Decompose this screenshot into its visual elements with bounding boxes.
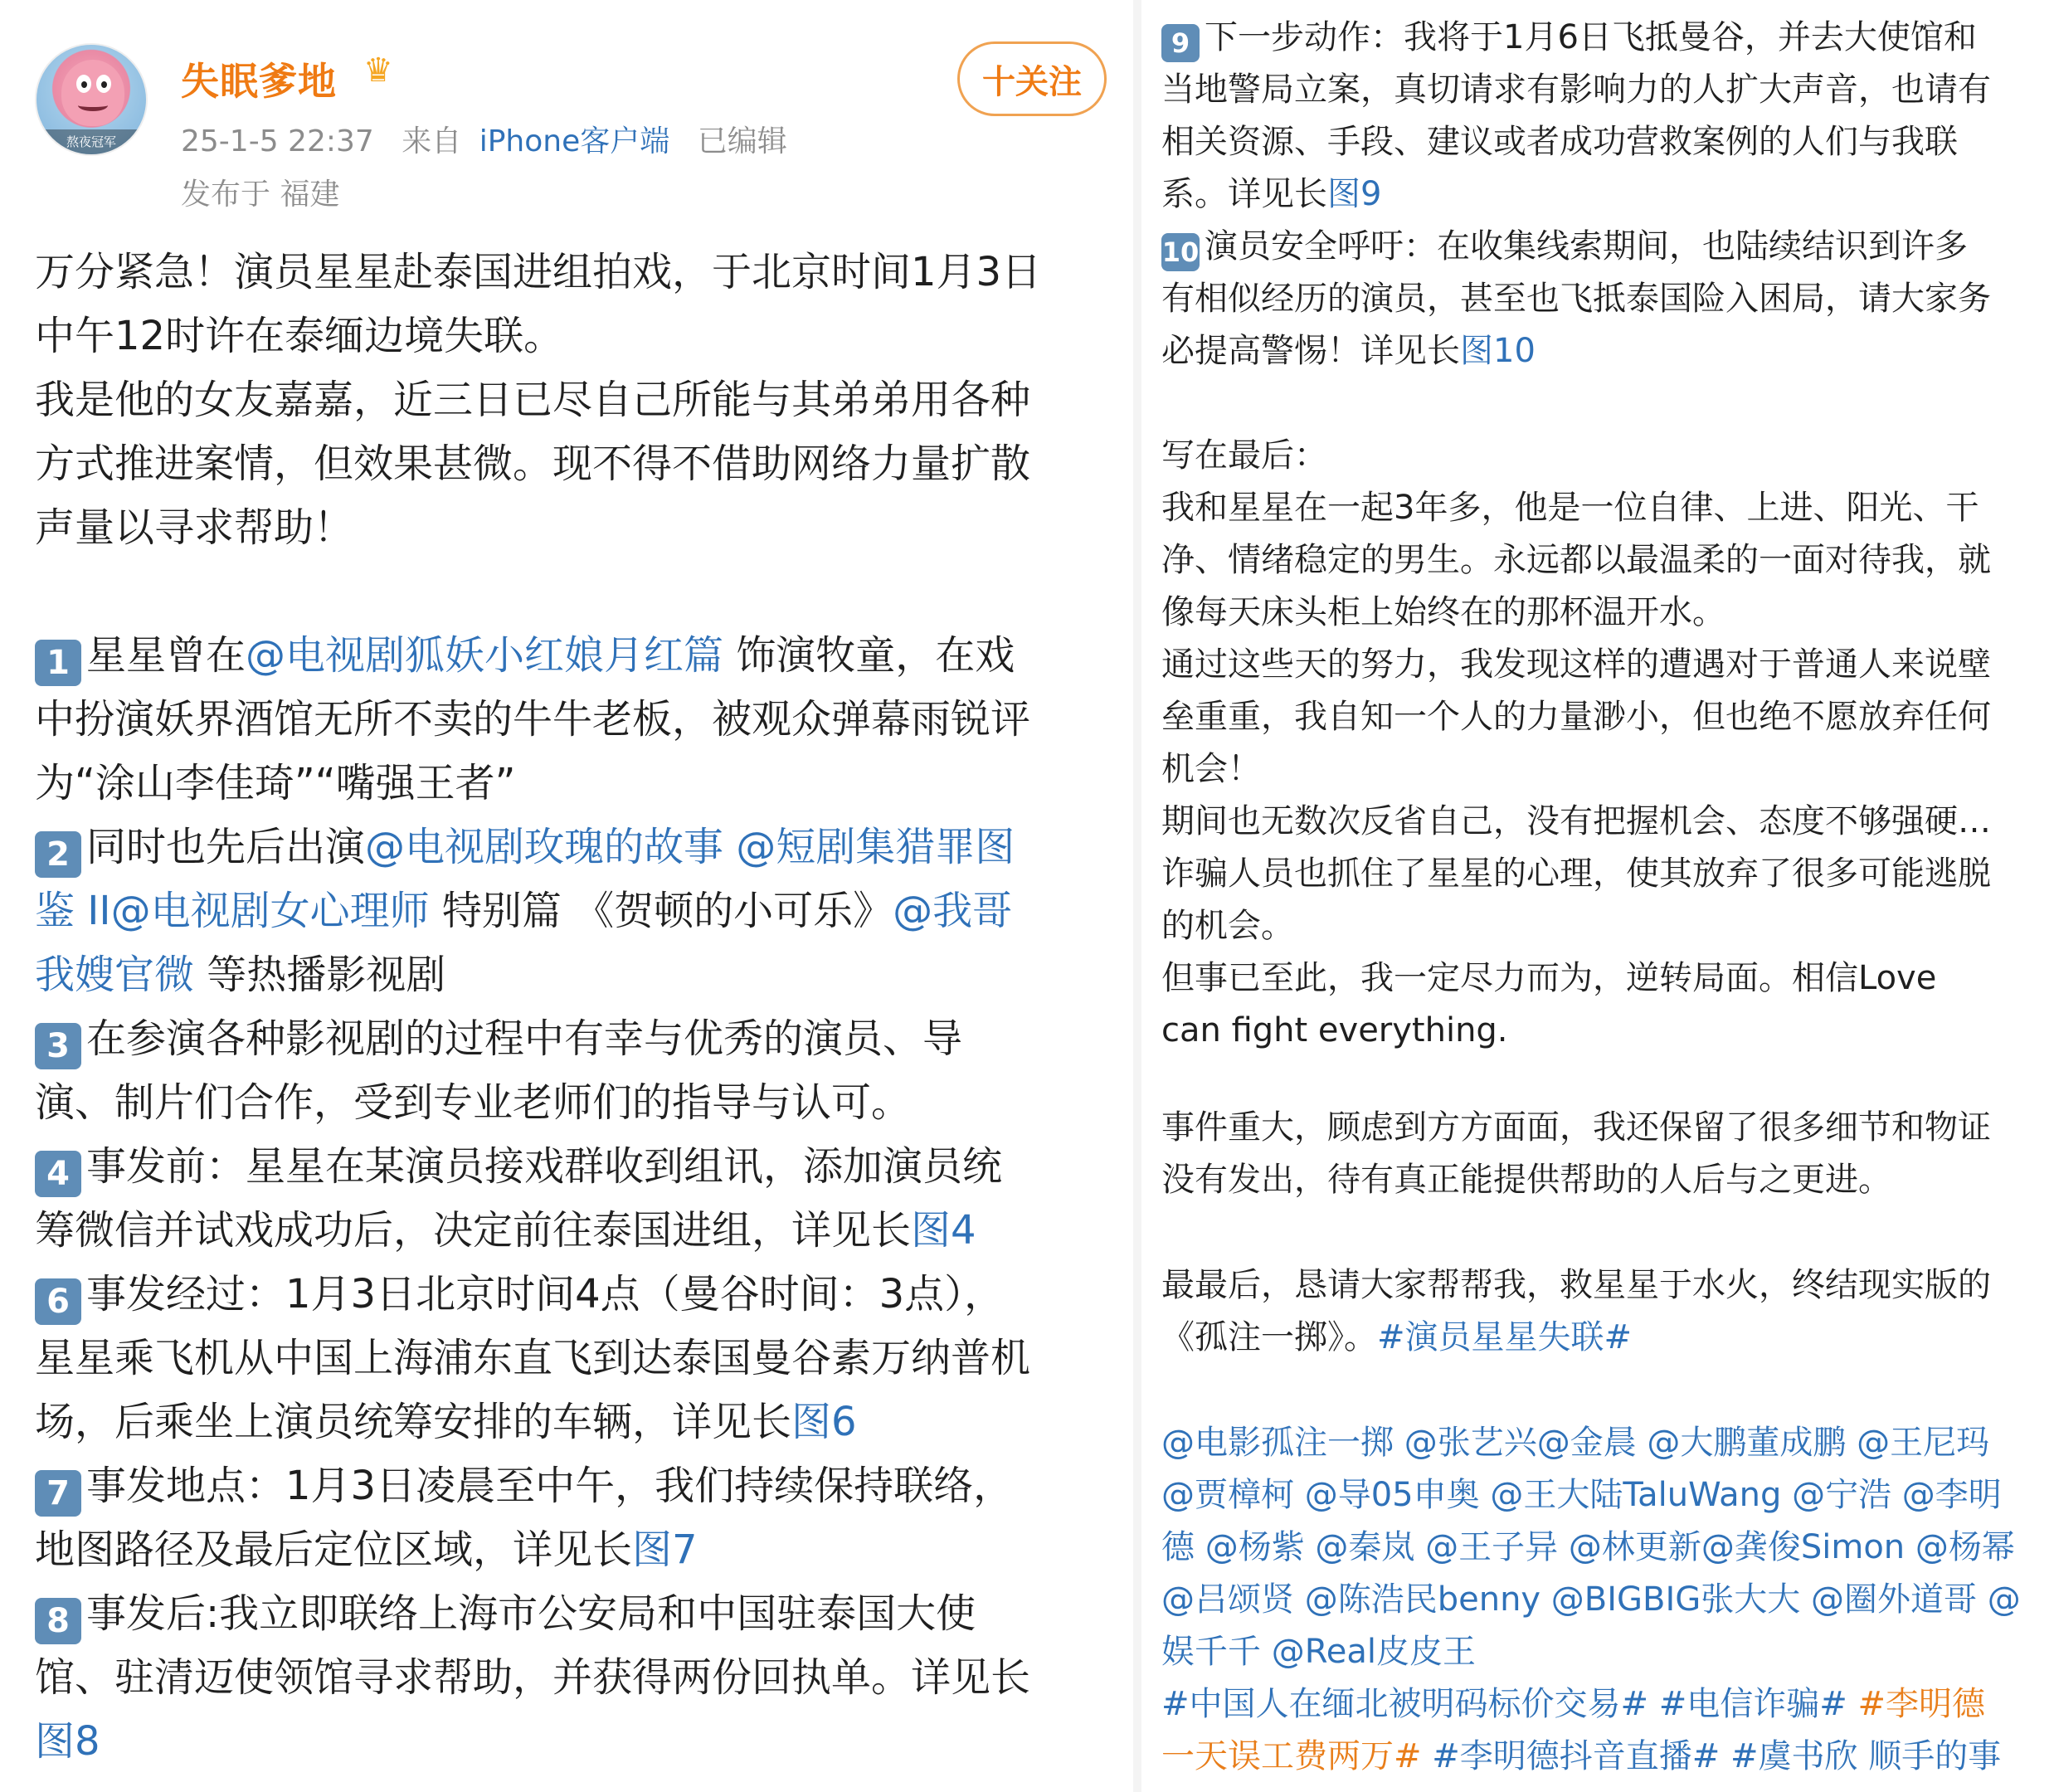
- item-text: 事发前：星星在某演员接戏群收到组讯，添加演员统: [86, 1143, 1003, 1190]
- image-link[interactable]: 图7: [632, 1527, 698, 1573]
- closing-line: 像每天床头柜上始终在的那杯温开水。: [1161, 593, 1725, 631]
- item-text: 同时也先后出演: [86, 824, 366, 870]
- post-location: 发布于 福建: [181, 178, 340, 212]
- closing-line: 净、情绪稳定的男生。永远都以最温柔的一面对待我，就: [1161, 541, 1991, 579]
- final-text: 《孤注一掷》。: [1161, 1318, 1377, 1356]
- number-badge-icon: 6: [35, 1278, 81, 1325]
- intro-line: 万分紧急！演员星星赴泰国进组拍戏，于北京时间1月3日: [35, 249, 1042, 295]
- closing-paragraph: [1161, 430, 2029, 1057]
- list-item: [35, 816, 1113, 879]
- username[interactable]: 失眠爹地: [181, 59, 337, 104]
- list-item: [35, 1007, 1113, 1071]
- item-text: 等热播影视剧: [194, 952, 446, 998]
- item-text: 事发地点：1月3日凌晨至中午，我们持续保持联络，: [86, 1463, 1014, 1509]
- item-text: 筹微信并试戏成功后，决定前往泰国进组，详见长: [35, 1207, 912, 1254]
- item-line: [35, 1199, 1113, 1263]
- item-text: 必提高警惕！详见长: [1161, 332, 1460, 370]
- client-link[interactable]: iPhone客户端: [479, 124, 670, 158]
- list-item: [35, 624, 1113, 688]
- list-item: [35, 1454, 1113, 1518]
- list-item: [35, 1263, 1113, 1327]
- number-badge-icon: 7: [35, 1470, 81, 1517]
- image-link[interactable]: 图6: [791, 1399, 857, 1445]
- final-line: [1161, 1312, 2029, 1364]
- item-list: [35, 624, 1113, 1774]
- item-text: 相关资源、手段、建议或者成功营救案例的人们与我联: [1161, 123, 1958, 161]
- mentions-line[interactable]: @吕颂贤 @陈浩民benny @BIGBIG张大大 @圈外道哥 @: [1161, 1580, 2021, 1619]
- item-text: 系。详见长: [1161, 175, 1327, 213]
- avatar-eye-right: [96, 75, 111, 93]
- item-text: 有相似经历的演员，甚至也飞抵泰国险入困局，请大家务: [1161, 280, 1991, 318]
- item-text: 下一步动作：我将于1月6日飞抵曼谷，并去大使馆和: [1205, 18, 1977, 56]
- final-line: 最最后，恳请大家帮帮我，救星星于水火，终结现实版的: [1161, 1266, 1991, 1304]
- evidence-paragraph: [1161, 1102, 2029, 1206]
- item-line: [35, 1518, 1113, 1582]
- evidence-line: 事件重大，顾虑到方方面面，我还保留了很多细节和物证: [1161, 1108, 1991, 1147]
- item-line: [35, 1390, 1113, 1454]
- edited-label: 已编辑: [697, 124, 787, 158]
- list-item: [1161, 12, 2029, 64]
- closing-line: 的机会。: [1161, 907, 1294, 945]
- intro-line: 声量以寻求帮助！: [35, 504, 354, 551]
- item-text: 当地警局立案，真切请求有影响力的人扩大声音，也请有: [1161, 71, 1991, 109]
- item-text: 为“涂山李佳琦”“嘴强王者”: [35, 760, 516, 806]
- hashtag-link[interactable]: #中国人在缅北被明码标价交易# #电信诈骗#: [1161, 1685, 1858, 1723]
- list-item: [35, 1582, 1113, 1646]
- item-line: [1161, 325, 2029, 377]
- image-link[interactable]: 图9: [1327, 175, 1382, 213]
- mentions-line[interactable]: @电影孤注一掷 @张艺兴@金晨 @大鹏董成鹏 @王尼玛: [1161, 1424, 1990, 1462]
- item-text: 事发后:我立即联络上海市公安局和中国驻泰国大使: [86, 1590, 976, 1637]
- closing-line: 机会！: [1161, 750, 1261, 788]
- item-line: [35, 1710, 1113, 1774]
- avatar-mouth: [78, 100, 108, 111]
- crown-icon: ♛: [363, 51, 393, 90]
- closing-line: 期间也无数次反省自己，没有把握机会、态度不够强硬…: [1161, 802, 1991, 840]
- final-paragraph: [1161, 1259, 2029, 1364]
- item-text: 演员安全呼吁：在收集线索期间，也陆续结识到许多: [1205, 227, 1968, 265]
- item-text: 特别篇 《贺顿的小可乐》: [429, 888, 893, 934]
- item-text: 饰演牧童，在戏: [723, 632, 1015, 679]
- intro-paragraph: [35, 241, 1113, 560]
- intro-line: 方式推进案情，但效果甚微。现不得不借助网络力量扩散: [35, 441, 1031, 487]
- item-text: 中扮演妖界酒馆无所不卖的牛牛老板，被观众弹幕雨锐评: [35, 696, 1031, 743]
- hashtags-line: [1161, 1731, 2029, 1783]
- closing-line: 写在最后：: [1161, 436, 1327, 475]
- number-badge-icon: 1: [35, 640, 81, 686]
- mentions-paragraph: [1161, 1417, 2029, 1783]
- list-item: [1161, 221, 2029, 273]
- closing-line: 但事已至此，我一定尽力而为，逆转局面。相信Love: [1161, 959, 1937, 997]
- closing-line: 诈骗人员也抓住了星星的心理，使其放弃了很多可能逃脱: [1161, 855, 1991, 893]
- number-badge-icon: 4: [35, 1151, 81, 1197]
- item-line: [35, 879, 1113, 943]
- source-prefix: 来自: [402, 124, 462, 158]
- hashtags-line: [1161, 1678, 2029, 1731]
- right-item-list: [1161, 12, 2029, 377]
- number-badge-icon: 9: [1161, 24, 1200, 62]
- closing-line: can fight everything.: [1161, 1011, 1508, 1049]
- evidence-line: 没有发出，待有真正能提供帮助的人后与之更进。: [1161, 1161, 1891, 1199]
- number-badge-icon: 3: [35, 1023, 81, 1069]
- hashtag-link-highlight[interactable]: #李明德: [1857, 1685, 1986, 1723]
- item-text: 演、制片们合作，受到专业老师们的指导与认可。: [35, 1079, 912, 1126]
- number-badge-icon: 2: [35, 831, 81, 878]
- item-text: 地图路径及最后定位区域，详见长: [35, 1527, 633, 1573]
- post-timestamp: 25-1-5 22:37: [181, 124, 374, 158]
- mention-link[interactable]: @电视剧狐妖小红娘月红篇: [246, 632, 724, 679]
- avatar-eye-left: [76, 75, 91, 93]
- mention-link[interactable]: 鉴 II@电视剧女心理师: [35, 888, 430, 934]
- mentions-line[interactable]: 娱千千 @Real皮皮王: [1161, 1633, 1476, 1671]
- image-link[interactable]: 图10: [1460, 332, 1536, 370]
- mention-link[interactable]: @我哥: [893, 888, 1013, 934]
- hashtag-link[interactable]: #演员星星失联#: [1377, 1318, 1633, 1356]
- mentions-line[interactable]: 德 @杨紫 @秦岚 @王子异 @林更新@龚俊Simon @杨幂: [1161, 1528, 2015, 1566]
- closing-line: 通过这些天的努力，我发现这样的遭遇对于普通人来说壁: [1161, 645, 1991, 684]
- item-text: 星星曾在: [86, 632, 246, 679]
- intro-line: 我是他的女友嘉嘉，近三日已尽自己所能与其弟弟用各种: [35, 377, 1031, 423]
- follow-button[interactable]: 十关注: [957, 41, 1107, 116]
- image-link[interactable]: 图4: [911, 1207, 976, 1254]
- number-badge-icon: 8: [35, 1598, 81, 1644]
- item-line: [35, 943, 1113, 1007]
- closing-line: 我和星星在一起3年多，他是一位自律、上进、阳光、干: [1161, 489, 1979, 527]
- hashtag-link[interactable]: #李明德抖音直播# #虞书欣 顺手的事: [1421, 1737, 2002, 1775]
- item-text: 星星乘飞机从中国上海浦东直飞到达泰国曼谷素万纳普机: [35, 1335, 1031, 1381]
- mention-link[interactable]: @电视剧玫瑰的故事 @短剧集猎罪图: [365, 824, 1015, 870]
- avatar-caption: 熬夜冠军: [37, 129, 146, 154]
- number-badge-icon: 10: [1161, 233, 1200, 271]
- image-link[interactable]: 图8: [35, 1718, 100, 1765]
- hashtag-link-highlight[interactable]: 一天误工费两万#: [1161, 1737, 1422, 1775]
- avatar-face: [61, 60, 124, 126]
- mention-link[interactable]: 我嫂官微: [35, 952, 195, 998]
- item-line: [1161, 168, 2029, 221]
- post-meta: [181, 118, 787, 160]
- item-text: 馆、驻清迈使领馆寻求帮助，并获得两份回执单。详见长: [35, 1654, 1031, 1701]
- item-text: 事发经过：1月3日北京时间4点（曼谷时间：3点），: [86, 1271, 1005, 1317]
- user-avatar[interactable]: [35, 43, 148, 156]
- mentions-line[interactable]: @贾樟柯 @导05申奥 @王大陆TaluWang @宁浩 @李明: [1161, 1476, 2002, 1514]
- closing-line: 垒重重，我自知一个人的力量渺小，但也绝不愿放弃任何: [1161, 698, 1991, 736]
- item-text: 在参演各种影视剧的过程中有幸与优秀的演员、导: [86, 1015, 963, 1062]
- intro-line: 中午12时许在泰缅边境失联。: [35, 313, 564, 359]
- list-item: [35, 1135, 1113, 1199]
- item-text: 场，后乘坐上演员统筹安排的车辆，详见长: [35, 1399, 792, 1445]
